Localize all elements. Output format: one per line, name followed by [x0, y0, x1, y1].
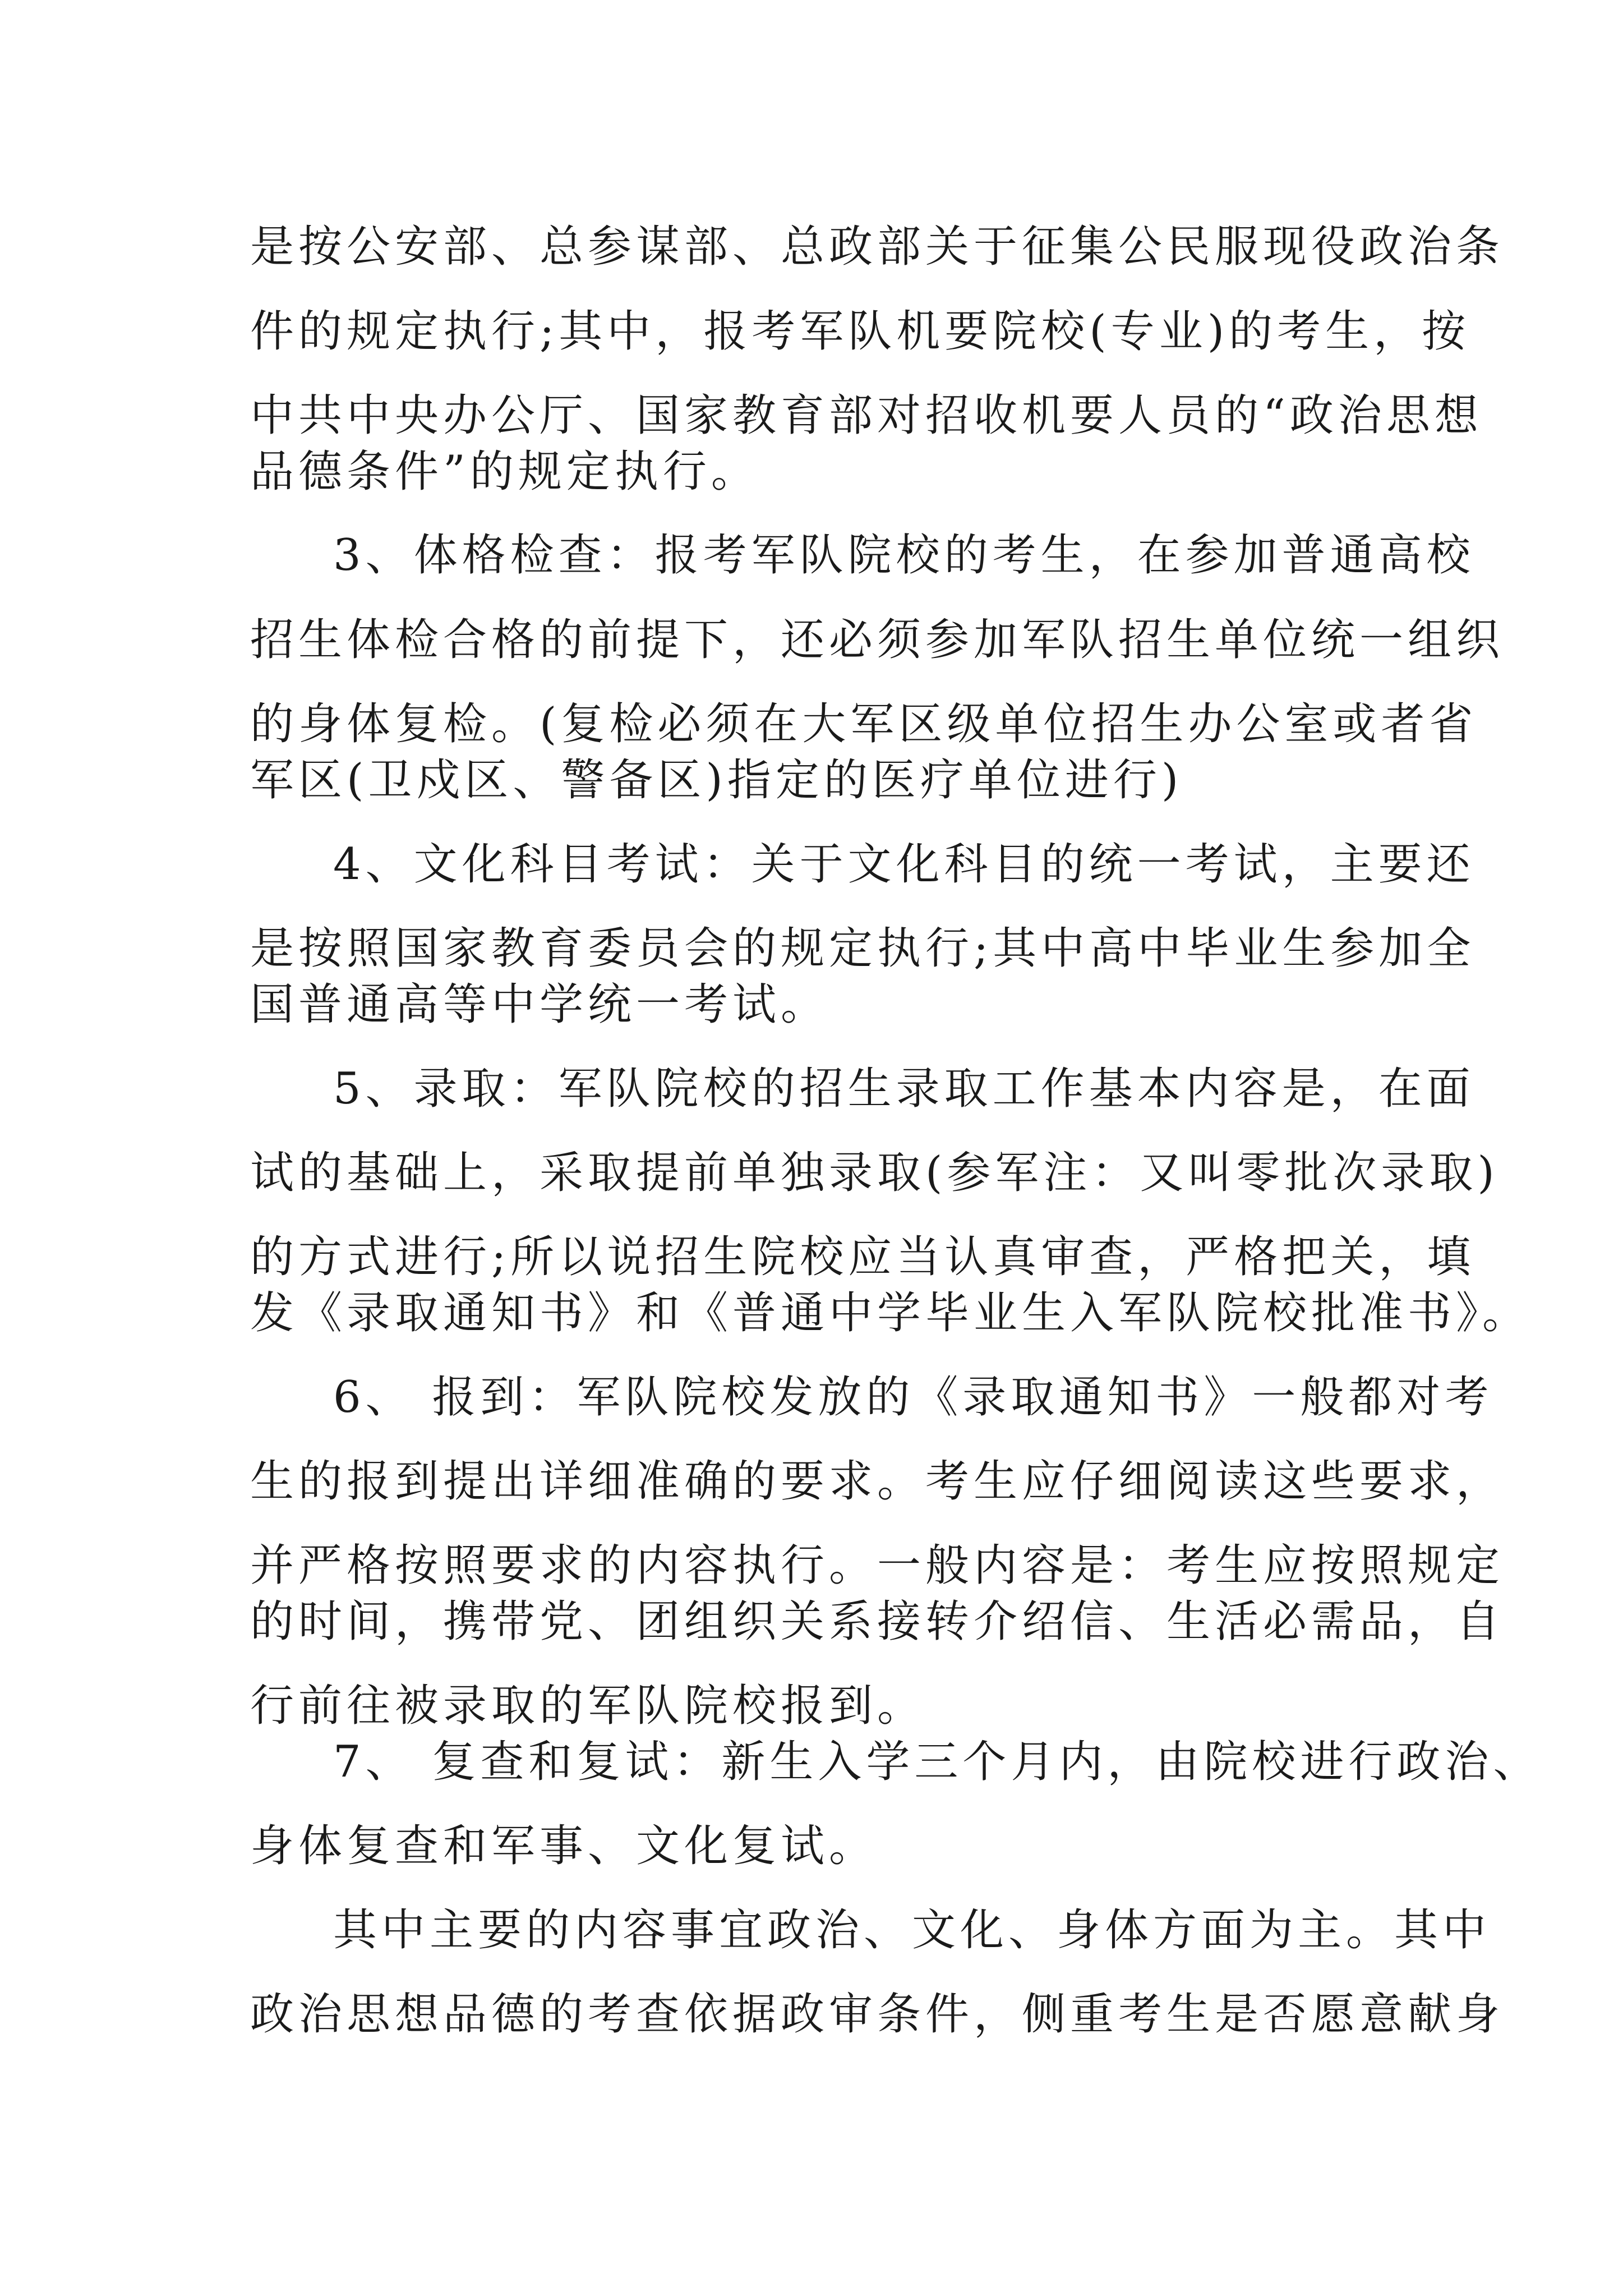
text-line: 行前往被录取的军队院校报到。 — [250, 1681, 926, 1731]
text-line: 政治思想品德的考查依据政审条件，侧重考生是否愿意献身 — [250, 1989, 1505, 2040]
text-line: 军区(卫戍区、警备区)指定的医疗单位进行) — [250, 755, 1183, 806]
text-line: 件的规定执行;其中，报考军队机要院校(专业)的考生，按 — [250, 306, 1470, 357]
text-line: 生的报到提出详细准确的要求。考生应仔细阅读这些要求， — [250, 1456, 1505, 1507]
text-line: 的时间，携带党、团组织关系接转介绍信、生活必需品，自 — [250, 1596, 1505, 1647]
text-line: 是按照国家教育委员会的规定执行;其中高中毕业生参加全 — [250, 923, 1476, 974]
paragraph-first-line: 其中主要的内容事宜政治、文化、身体方面为主。其中 — [333, 1905, 1491, 1955]
text-line: 身体复查和军事、文化复试。 — [250, 1821, 878, 1871]
paragraph-first-line: 3、体格检查：报考军队院校的考生，在参加普通高校 — [333, 530, 1475, 581]
text-line: 国普通高等中学统一考试。 — [250, 979, 829, 1030]
text-line: 并严格按照要求的内容执行。一般内容是：考生应按照规定 — [250, 1540, 1505, 1591]
text-line: 试的基础上，采取提前单独录取(参军注：又叫零批次录取) — [250, 1148, 1499, 1198]
paragraph-first-line: 7、 复查和复试：新生入学三个月内，由院校进行政治、 — [333, 1737, 1542, 1787]
text-line: 品德条件”的规定执行。 — [250, 447, 759, 497]
paragraph-first-line: 4、文化科目考试：关于文化科目的统一考试，主要还 — [333, 839, 1475, 890]
text-line: 是按公安部、总参谋部、总政部关于征集公民服现役政治条 — [250, 222, 1505, 272]
text-line: 的方式进行;所以说招生院校应当认真审查，严格把关，填 — [250, 1232, 1476, 1282]
text-line: 的身体复检。(复检必须在大军区级单位招生办公室或者省 — [250, 699, 1478, 749]
text-line: 招生体检合格的前提下，还必须参加军队招生单位统一组织 — [250, 615, 1505, 665]
paragraph-first-line: 5、录取：军队院校的招生录取工作基本内容是，在面 — [333, 1064, 1475, 1114]
text-line: 发《录取通知书》和《普通中学毕业生入军队院校批准书》。 — [250, 1288, 1531, 1338]
paragraph-first-line: 6、 报到：军队院校发放的《录取通知书》一般都对考 — [333, 1372, 1493, 1423]
text-line: 中共中央办公厅、国家教育部对招收机要人员的“政治思想 — [250, 390, 1483, 441]
